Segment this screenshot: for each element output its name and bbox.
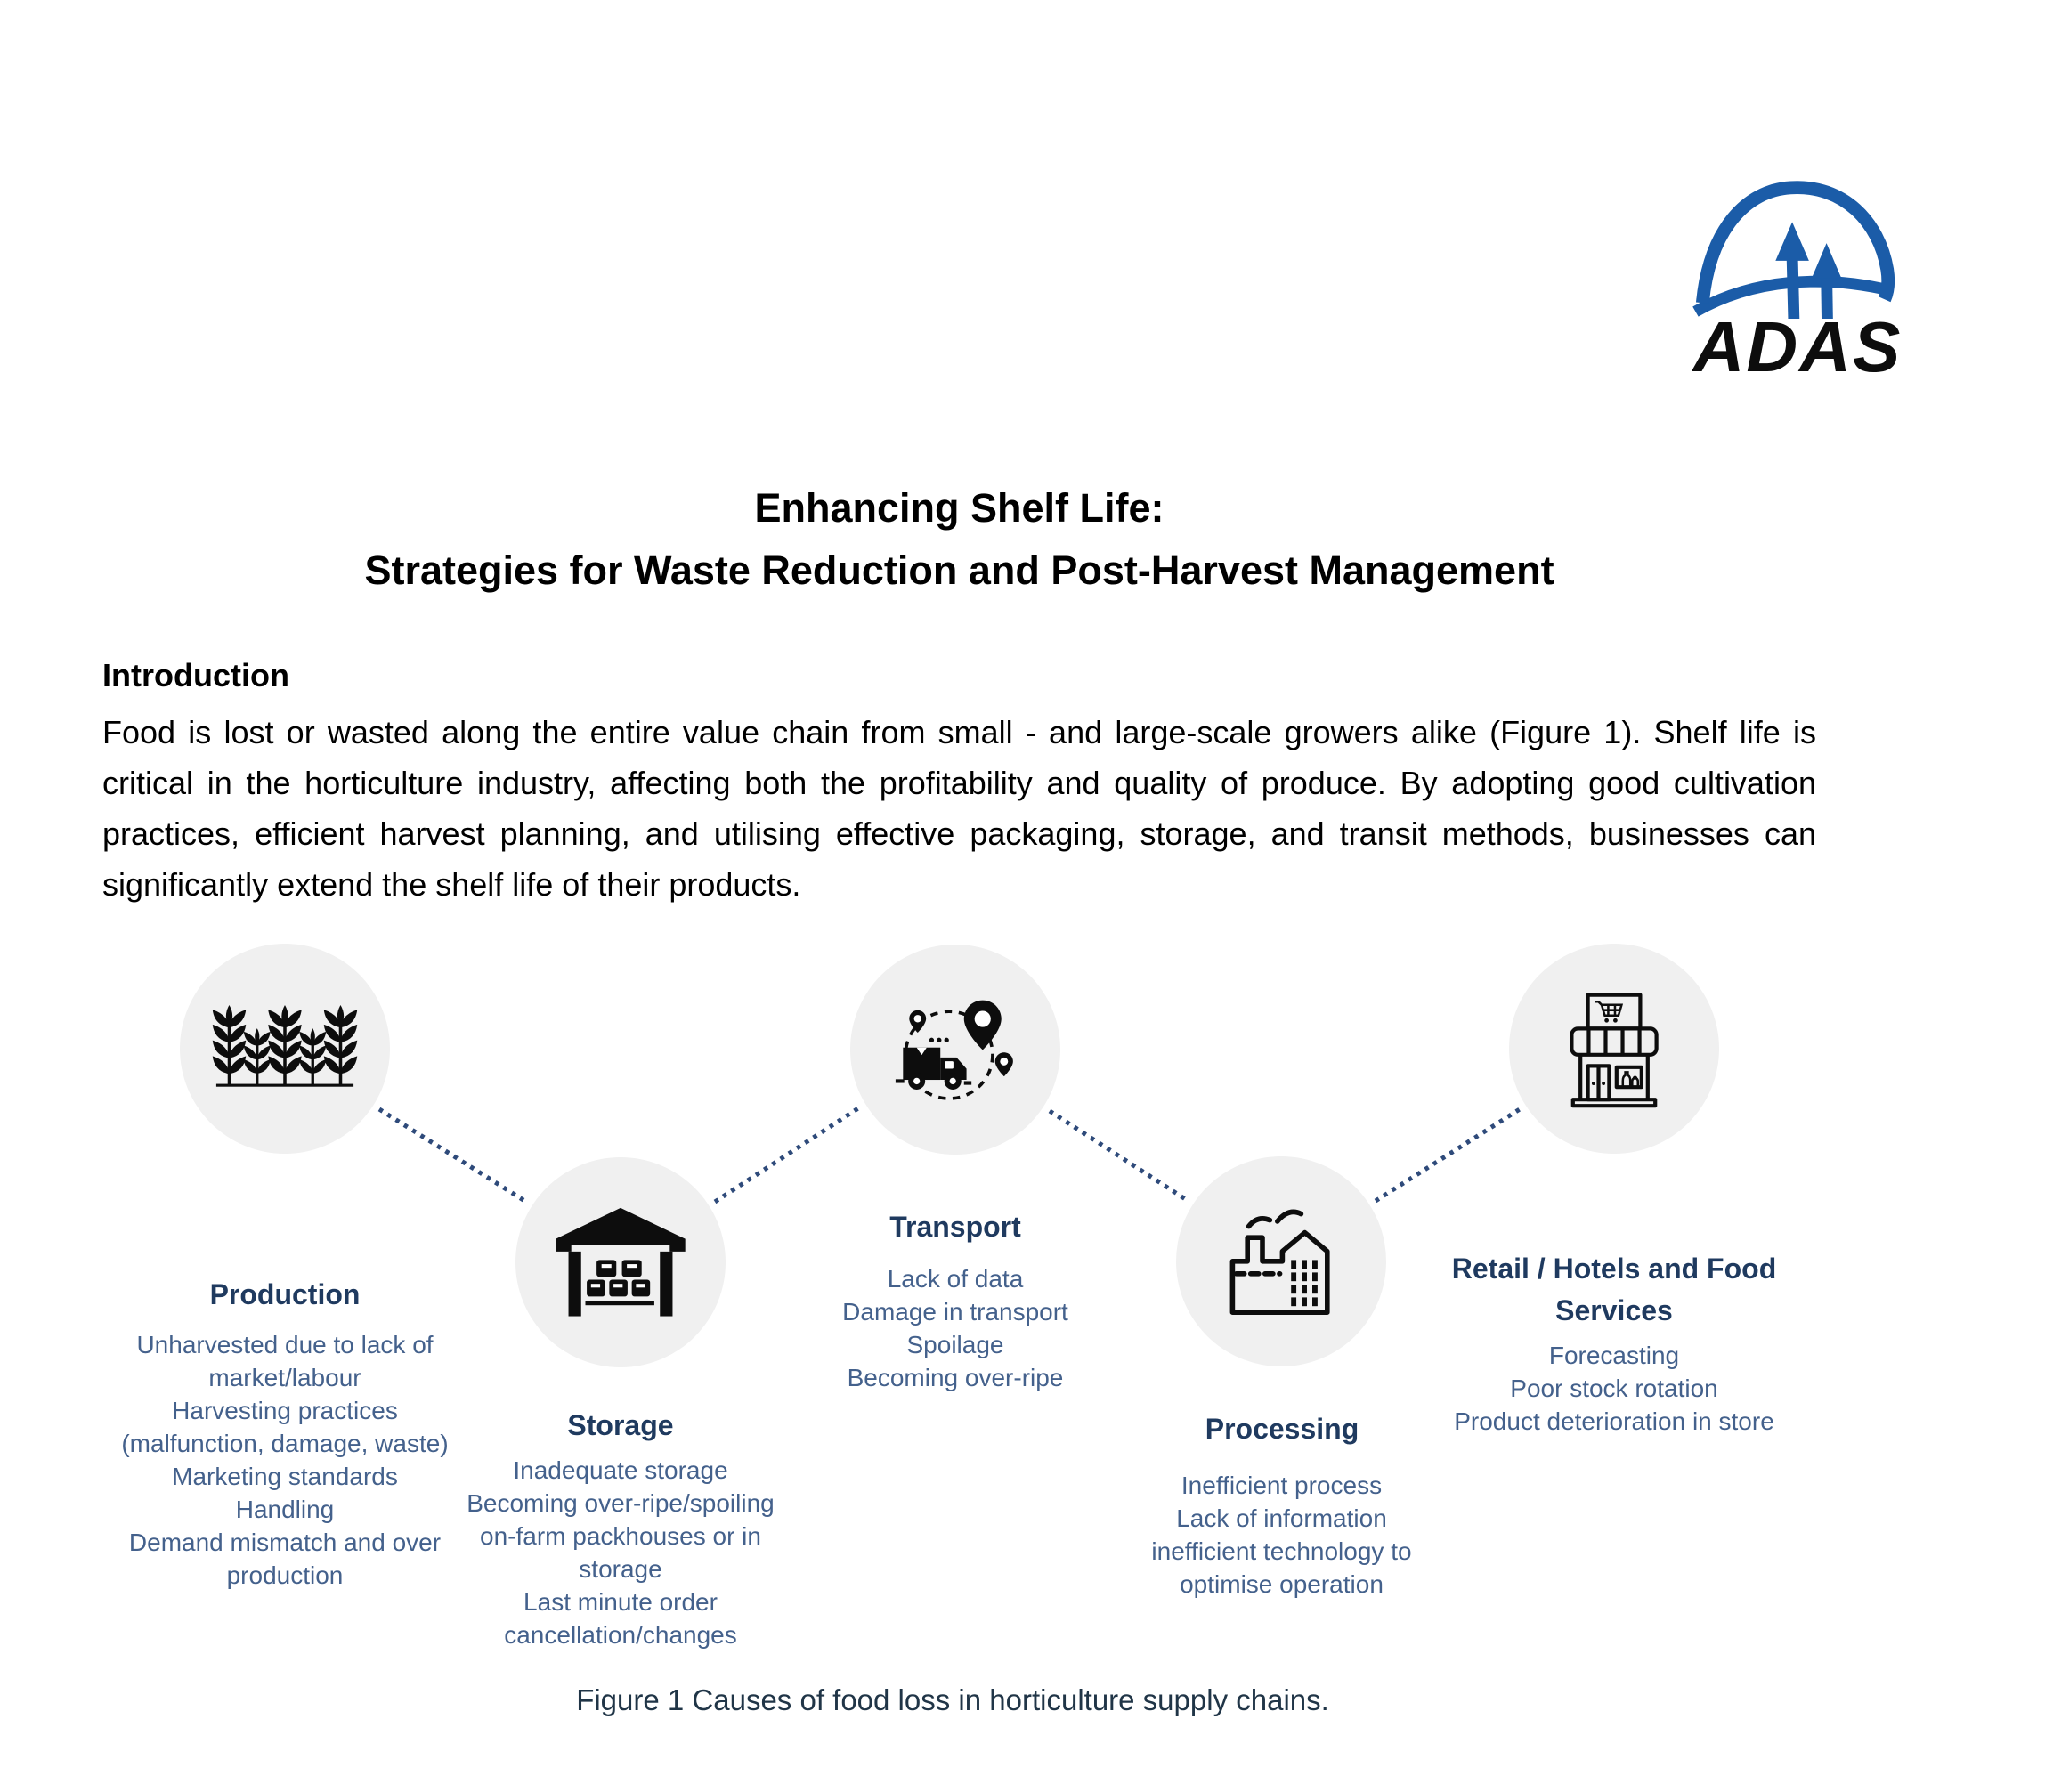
connector-transport-processing	[1050, 1111, 1187, 1200]
wheat-crops-icon	[210, 1004, 360, 1093]
connector-processing-retail	[1376, 1109, 1520, 1201]
connector-production-storage	[379, 1109, 526, 1202]
page-title-line2: Strategies for Waste Reduction and Post-Harvest Management	[364, 547, 1554, 593]
cause-item: Last minute order cancellation/changes	[504, 1588, 737, 1649]
delivery-truck-route-icon	[893, 995, 1018, 1105]
cause-item: Damage in transport	[842, 1298, 1068, 1326]
cause-item: Poor stock rotation	[1510, 1374, 1718, 1402]
cause-item: Inadequate storage	[513, 1456, 728, 1484]
cause-item: Handling	[235, 1496, 335, 1523]
adas-logo-icon	[1692, 178, 1903, 319]
adas-logo	[1683, 178, 1912, 386]
storefront-icon	[1552, 990, 1676, 1108]
adas-logo-text: ADAS	[1692, 307, 1903, 386]
storage-causes	[451, 1454, 790, 1651]
production-title: Production	[209, 1278, 361, 1310]
cause-item: Becoming over-ripe	[847, 1364, 1064, 1391]
production-circle	[180, 944, 390, 1154]
storage-circle	[515, 1157, 726, 1367]
figure-caption: Figure 1 Causes of food loss in horticulture supply chains.	[576, 1683, 1329, 1716]
production-causes	[121, 1328, 449, 1592]
factory-icon	[1219, 1203, 1343, 1321]
cause-item: Becoming over-ripe/spoiling on-farm packhouses or in storage	[467, 1489, 775, 1583]
retail-causes	[1427, 1339, 1801, 1438]
connector-storage-transport	[715, 1107, 861, 1202]
transport-circle	[850, 945, 1060, 1155]
processing-causes	[1128, 1469, 1435, 1601]
cause-item: inefficient technology to optimise operation	[1151, 1537, 1412, 1598]
intro-paragraph: Food is lost or wasted along the entire value chain from small - and large-scale growers alike (Figure 1). Shelf life is critical in the horticulture industry, affecting both the profitability and quality of produce. By adopting good cultivation practices, efficient harvest planning, and utilising effective packaging, storage, and transit methods, businesses can significantly extend the shelf life of their products.	[102, 714, 1816, 903]
intro-heading: Introduction	[102, 657, 289, 693]
cause-item: Unharvested due to lack of market/labour	[136, 1331, 434, 1391]
transport-title: Transport	[889, 1211, 1021, 1243]
cause-item: Forecasting	[1548, 1342, 1680, 1369]
retail-circle	[1509, 944, 1719, 1154]
cause-item: Lack of information	[1176, 1504, 1387, 1532]
page-title	[102, 477, 1816, 602]
cause-item: Marketing standards	[172, 1463, 398, 1490]
cause-item: Spoilage	[906, 1331, 1004, 1358]
warehouse-icon	[550, 1204, 691, 1322]
processing-circle	[1176, 1156, 1386, 1366]
cause-item: Lack of data	[887, 1265, 1024, 1293]
page-title-line1: Enhancing Shelf Life:	[754, 485, 1165, 531]
cause-item: Product deterioration in store	[1454, 1407, 1774, 1435]
retail-title: Retail / Hotels and Food Services	[1451, 1253, 1777, 1326]
transport-causes	[777, 1262, 1133, 1394]
cause-item: Harvesting practices (malfunction, damage, waste)	[121, 1397, 449, 1457]
storage-title: Storage	[567, 1409, 674, 1441]
cause-item: Inefficient process	[1181, 1472, 1383, 1499]
processing-title: Processing	[1205, 1413, 1359, 1445]
cause-item: Demand mismatch and over production	[128, 1528, 442, 1589]
